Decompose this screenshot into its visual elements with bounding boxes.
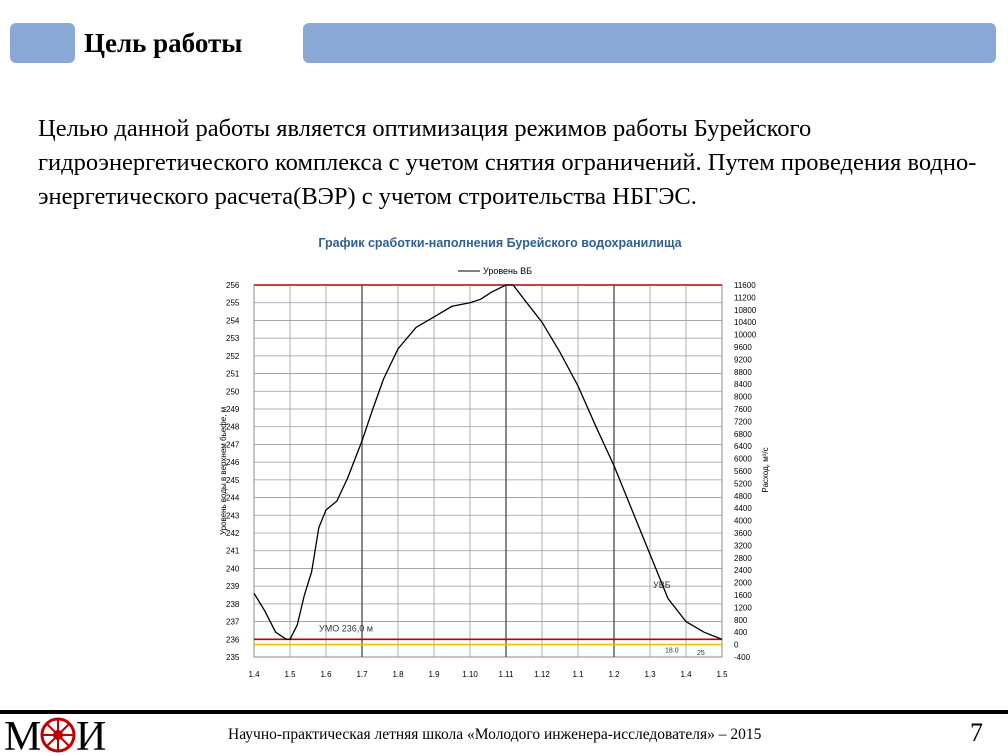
y2-tick-label: 2400 xyxy=(734,566,752,576)
y-tick-label: 246 xyxy=(226,458,240,468)
x-tick-label: 1.2 xyxy=(608,670,620,679)
y-tick-label: 251 xyxy=(226,369,240,379)
y-tick-label: 250 xyxy=(226,387,240,397)
y2-tick-label: 11200 xyxy=(734,293,756,303)
umo-label: УМО 236,0 м xyxy=(319,623,373,634)
y2-tick-label: 10400 xyxy=(734,318,757,328)
y-tick-label: 240 xyxy=(226,564,240,574)
slide-body-text: Целью данной работы является оптимизация режимов работы Бурейского гидроэнергетического комплекса с учетом снятия ограничений. Путем проведения водно-энергетического расчета(ВЭР) с учетом строительства НБГЭС. xyxy=(38,115,977,210)
y2-axis-label: Расход, м³/с xyxy=(761,447,770,493)
x-tick-label: 1.7 xyxy=(356,670,368,679)
y-tick-label: 243 xyxy=(226,511,240,521)
plot-area xyxy=(254,285,722,657)
y-tick-label: 244 xyxy=(226,493,240,503)
y2-tick-label: 4400 xyxy=(734,504,752,514)
x-tick-label: 1.9 xyxy=(428,670,440,679)
x-tick-label: 1.5 xyxy=(716,670,728,679)
y2-tick-label: 3200 xyxy=(734,541,752,551)
y-tick-label: 252 xyxy=(226,351,240,361)
x-tick-label: 1.4 xyxy=(680,670,692,679)
y-tick-label: 236 xyxy=(226,635,240,645)
x-tick-label: 1.8 xyxy=(392,670,404,679)
x-tick-label: 1.11 xyxy=(498,670,514,679)
y-tick-label: 241 xyxy=(226,546,240,556)
y2-tick-label: 8800 xyxy=(734,367,752,377)
y-tick-label: 238 xyxy=(226,599,240,609)
footer-text: Научно-практическая летняя школа «Молодого инженера-исследователя» – 2015 xyxy=(228,726,762,743)
y2-tick-label: 8000 xyxy=(734,392,752,402)
header-accent-left xyxy=(10,23,75,63)
y-tick-label: 237 xyxy=(226,617,240,627)
y2-tick-label: 0 xyxy=(734,640,739,650)
y2-tick-label: 400 xyxy=(734,628,748,638)
page-number: 7 xyxy=(970,718,983,747)
y2-tick-label: 6800 xyxy=(734,429,752,439)
x-tick-label: 1.4 xyxy=(248,670,260,679)
svg-text:И: И xyxy=(76,714,107,756)
uvb-label: УВБ xyxy=(653,579,671,590)
annotation-label: 25 xyxy=(697,650,705,658)
y2-tick-label: 8400 xyxy=(734,380,752,390)
x-tick-label: 1.3 xyxy=(644,670,656,679)
y-tick-label: 247 xyxy=(226,440,240,450)
y-tick-label: 254 xyxy=(226,316,240,326)
slide-title: Цель работы xyxy=(84,28,243,58)
y-tick-label: 242 xyxy=(226,529,240,538)
y2-tick-label: 1600 xyxy=(734,591,752,600)
legend-label: Уровень ВБ xyxy=(483,266,533,276)
y-tick-label: 235 xyxy=(226,653,240,662)
y-tick-label: 256 xyxy=(226,281,240,290)
y2-tick-label: 3600 xyxy=(734,529,752,538)
x-tick-label: 1.1 xyxy=(572,670,584,679)
x-tick-label: 1.5 xyxy=(284,670,296,679)
y-tick-label: 239 xyxy=(226,582,240,592)
y2-tick-label: 6400 xyxy=(734,442,752,452)
y2-tick-label: 5600 xyxy=(734,467,752,476)
y2-tick-label: 7600 xyxy=(734,405,752,414)
reservoir-level-chart xyxy=(210,230,790,690)
y2-tick-label: 9600 xyxy=(734,343,752,352)
y2-tick-label: 4000 xyxy=(734,516,752,526)
chart-title: График сработки-наполнения Бурейского водохранилища xyxy=(318,236,682,250)
y2-tick-label: 6000 xyxy=(734,454,752,464)
y2-tick-label: 4800 xyxy=(734,491,752,501)
y2-tick-label: 1200 xyxy=(734,603,752,613)
x-tick-label: 1.6 xyxy=(320,670,332,679)
y-tick-label: 248 xyxy=(226,422,240,432)
y2-tick-label: 11600 xyxy=(734,281,756,290)
y2-tick-label: 10000 xyxy=(734,330,757,340)
annotation-label: 18.0 xyxy=(665,647,679,655)
mei-logo-icon xyxy=(4,712,114,756)
y-tick-label: 245 xyxy=(226,475,240,485)
y-tick-label: 249 xyxy=(226,405,240,414)
mei-logo xyxy=(4,712,114,756)
footer-divider xyxy=(0,710,1008,714)
header-accent-right xyxy=(303,23,996,63)
y2-tick-label: 2000 xyxy=(734,578,752,588)
y2-tick-label: 9200 xyxy=(734,355,752,365)
svg-text:М: М xyxy=(4,714,42,756)
x-tick-label: 1.10 xyxy=(462,670,478,679)
y2-tick-label: -400 xyxy=(734,653,751,662)
y2-tick-label: 10800 xyxy=(734,305,757,315)
y2-tick-label: 800 xyxy=(734,615,748,625)
y2-tick-label: 2800 xyxy=(734,553,752,563)
y-tick-label: 253 xyxy=(226,334,240,344)
x-tick-label: 1.12 xyxy=(534,670,550,679)
y-tick-label: 255 xyxy=(226,298,240,308)
y2-tick-label: 5200 xyxy=(734,479,752,489)
y2-tick-label: 7200 xyxy=(734,417,752,427)
y-axis-label: Уровень воды в верхнем бьефе, м xyxy=(219,406,228,536)
